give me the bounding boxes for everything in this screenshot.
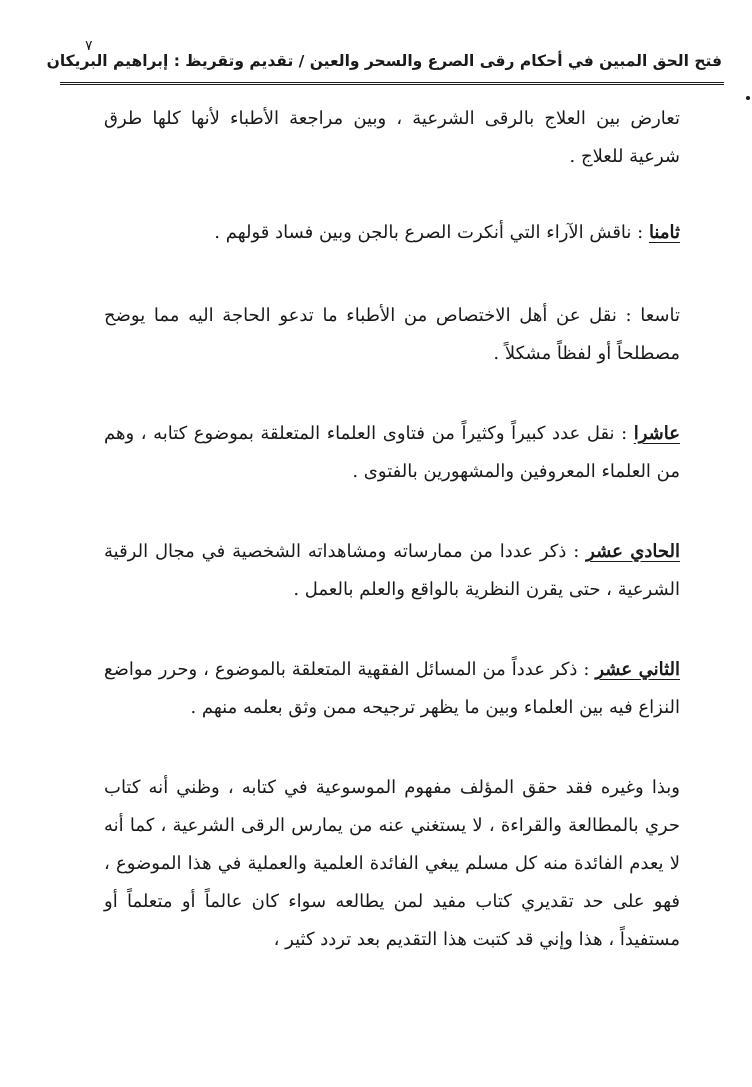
- header-rule: [60, 82, 724, 87]
- header-title: فتح الحق المبين في أحكام رقى الصرع والسحر والعين / تقديم وتقريظ : إبراهيم البريكان: [46, 52, 722, 70]
- paragraph-eighth: [104, 214, 680, 252]
- paragraph-eleventh: [104, 533, 680, 609]
- page-number: ٧: [85, 38, 93, 54]
- paragraph-text: وبذا وغيره فقد حقق المؤلف مفهوم الموسوعية في كتابه ، وظني أنه كتاب حري بالمطالعة والقراءة ، لا يستغني عنه من يمارس الرقى الشرعية ، كما أنه لا يعدم الفائدة منه كل مسلم يبغي الفائدة العلمية والعملية في هذا الموضوع ، فهو على حد تقديري كتاب مفيد لمن يطالعه سواء كان عالماً أو متعلماً أو مستفيداً ، هذا وإني قد كتبت هذا التقديم بعد تردد كثير ،: [104, 777, 680, 950]
- running-header: [46, 40, 722, 80]
- paragraph-tenth: [104, 415, 680, 491]
- paragraph-text: : ذكر عدداً من المسائل الفقهية المتعلقة بالموضوع ، وحرر مواضع النزاع فيه بين العلماء وبين ما يظهر ترجيحه ممن وثق بعلمه منهم .: [104, 659, 680, 718]
- page-body: [104, 100, 680, 959]
- paragraph-label: الثاني عشر: [595, 659, 680, 680]
- paragraph-text: : ذكر عددا من ممارساته ومشاهداته الشخصية في مجال الرقية الشرعية ، حتى يقرن النظرية بالواقع والعلم بالعمل .: [104, 541, 680, 600]
- paragraph-conclusion: [104, 769, 680, 959]
- paragraph-text: تاسعا : نقل عن أهل الاختصاص من الأطباء ما تدعو الحاجة اليه مما يوضح مصطلحاً أو لفظاً مشكلاً .: [104, 305, 680, 364]
- paragraph-label: عاشرا: [633, 423, 680, 444]
- margin-dot: [746, 96, 750, 100]
- paragraph-ninth: [104, 297, 680, 373]
- paragraph-text: : ناقش الآراء التي أنكرت الصرع بالجن وبين فساد قولهم .: [214, 222, 649, 243]
- paragraph-continuation: [104, 100, 680, 176]
- paragraph-twelfth: [104, 651, 680, 727]
- paragraph-label: الحادي عشر: [586, 541, 680, 562]
- paragraph-label: ثامنا: [648, 222, 680, 243]
- paragraph-text: : نقل عدد كبيراً وكثيراً من فتاوى العلماء المتعلقة بموضوع كتابه ، وهم من العلماء المعروفين والمشهورين بالفتوى .: [104, 423, 680, 482]
- paragraph-text: تعارض بين العلاج بالرقى الشرعية ، وبين مراجعة الأطباء لأنها كلها طرق شرعية للعلاج .: [104, 108, 680, 167]
